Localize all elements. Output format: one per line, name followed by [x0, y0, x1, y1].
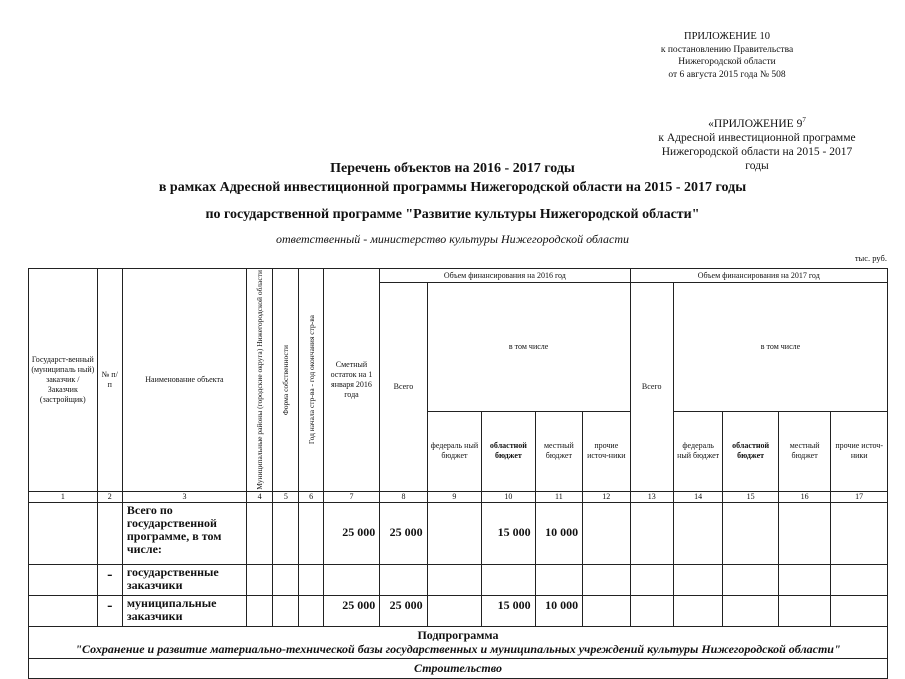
appendix-9-line3: Нижегородской области на 2015 - 2017 — [661, 145, 853, 158]
header-balance: Сметный остаток на 1 января 2016 года — [323, 269, 380, 492]
header-municipal-cell — [247, 269, 273, 492]
header-regional-2016: областной бюджет — [482, 411, 535, 491]
page-subtitle: в рамках Адресной инвестиционной программы Нижегородской области на 2015 - 2017 годы — [158, 180, 747, 195]
col-number: 7 — [323, 491, 380, 502]
row-name: Всего по государственной программе, в том числе: — [122, 502, 246, 564]
header-customer: Государст-венный (муниципаль ный) заказчик / Заказчик (застройщик) — [29, 269, 98, 492]
header-fin-2017: Объем финансирования на 2017 год — [630, 269, 887, 283]
header-municipal: Муниципальные районы (городские округа) Нижегородской области — [255, 270, 265, 490]
col-number: 5 — [273, 491, 299, 502]
subprogram-row — [29, 626, 888, 658]
header-ownership: Форма собственности — [281, 344, 291, 415]
row-local-2016: 10 000 — [535, 502, 582, 564]
row-dash: - — [97, 595, 122, 626]
header-years-cell — [299, 269, 323, 492]
section-title: Строительство — [29, 658, 888, 678]
col-number: 1 — [29, 491, 98, 502]
header-years: Год начала стр-ва - год окончания стр-ва — [306, 315, 316, 445]
col-number: 10 — [482, 491, 535, 502]
row-balance — [323, 564, 380, 595]
table-row — [29, 502, 888, 564]
section-row — [29, 658, 888, 678]
appendix-9-heading: «ПРИЛОЖЕНИЕ 9 — [708, 117, 803, 130]
row-total-2016: 25 000 — [380, 502, 427, 564]
header-local-2017: местный бюджет — [778, 411, 830, 491]
header-total-2017: Всего — [630, 283, 673, 492]
col-number: 8 — [380, 491, 427, 502]
appendix-10-heading: ПРИЛОЖЕНИЕ 10 — [684, 31, 770, 42]
header-regional-2017: областной бюджет — [723, 411, 779, 491]
row-balance: 25 000 — [323, 595, 380, 626]
program-title: по государственной программе "Развитие культуры Нижегородской области" — [205, 207, 700, 222]
col-number: 14 — [673, 491, 722, 502]
subprogram-heading: Подпрограмма — [417, 628, 499, 643]
row-total-2016 — [380, 564, 427, 595]
col-number: 13 — [630, 491, 673, 502]
header-fin-2016: Объем финансирования на 2016 год — [380, 269, 630, 283]
col-number: 16 — [778, 491, 830, 502]
col-number: 12 — [583, 491, 630, 502]
row-regional-2016: 15 000 — [482, 502, 535, 564]
header-including-2017: в том числе — [673, 283, 887, 412]
row-regional-2016: 15 000 — [482, 595, 535, 626]
col-number: 2 — [97, 491, 122, 502]
units-label: тыс. руб. — [854, 253, 887, 263]
row-local-2016: 10 000 — [535, 595, 582, 626]
row-regional-2016 — [482, 564, 535, 595]
appendix-10-line2: к постановлению Правительства — [660, 44, 794, 55]
row-name: государственные заказчики — [122, 564, 246, 595]
row-balance: 25 000 — [323, 502, 380, 564]
header-federal-2017: федераль ный бюджет — [673, 411, 722, 491]
appendix-10-line3: Нижегородской области — [678, 57, 776, 67]
responsible-ministry: ответственный - министерство культуры Нижегородской области — [275, 232, 630, 246]
header-including-2016: в том числе — [427, 283, 630, 412]
page-title: Перечень объектов на 2016 - 2017 годы — [330, 161, 575, 176]
appendix-9-line4: годы — [745, 159, 769, 172]
header-total-2016: Всего — [380, 283, 427, 492]
table-row — [29, 595, 888, 626]
appendix-10-note — [627, 31, 827, 81]
col-number: 6 — [299, 491, 323, 502]
col-number: 4 — [247, 491, 273, 502]
header-ownership-cell — [273, 269, 299, 492]
row-local-2016 — [535, 564, 582, 595]
appendix-10-line4: от 6 августа 2015 года № 508 — [668, 69, 786, 80]
row-total-2016: 25 000 — [380, 595, 427, 626]
appendix-9-superscript: 7 — [802, 116, 806, 124]
row-name: муниципальные заказчики — [122, 595, 246, 626]
header-federal-2016: федераль ный бюджет — [427, 411, 482, 491]
header-other-2017: прочие источ-ники — [831, 411, 888, 491]
col-number: 17 — [831, 491, 888, 502]
objects-table — [28, 268, 888, 679]
col-number: 15 — [723, 491, 779, 502]
col-number: 11 — [535, 491, 582, 502]
appendix-9-line2: к Адресной инвестиционной программе — [658, 131, 856, 144]
header-object-name: Наименование объекта — [122, 269, 246, 492]
header-local-2016: местный бюджет — [535, 411, 582, 491]
subprogram-title: "Сохранение и развитие материально-технической базы государственных и муниципальных учреждений культуры Нижегородской области" — [75, 642, 841, 657]
row-dash — [97, 502, 122, 564]
table-row — [29, 564, 888, 595]
col-number: 9 — [427, 491, 482, 502]
header-other-2016: прочие источ-ники — [583, 411, 630, 491]
column-numbers-row — [29, 491, 888, 502]
col-number: 3 — [122, 491, 246, 502]
header-no: № п/п — [97, 269, 122, 492]
row-dash: - — [97, 564, 122, 595]
